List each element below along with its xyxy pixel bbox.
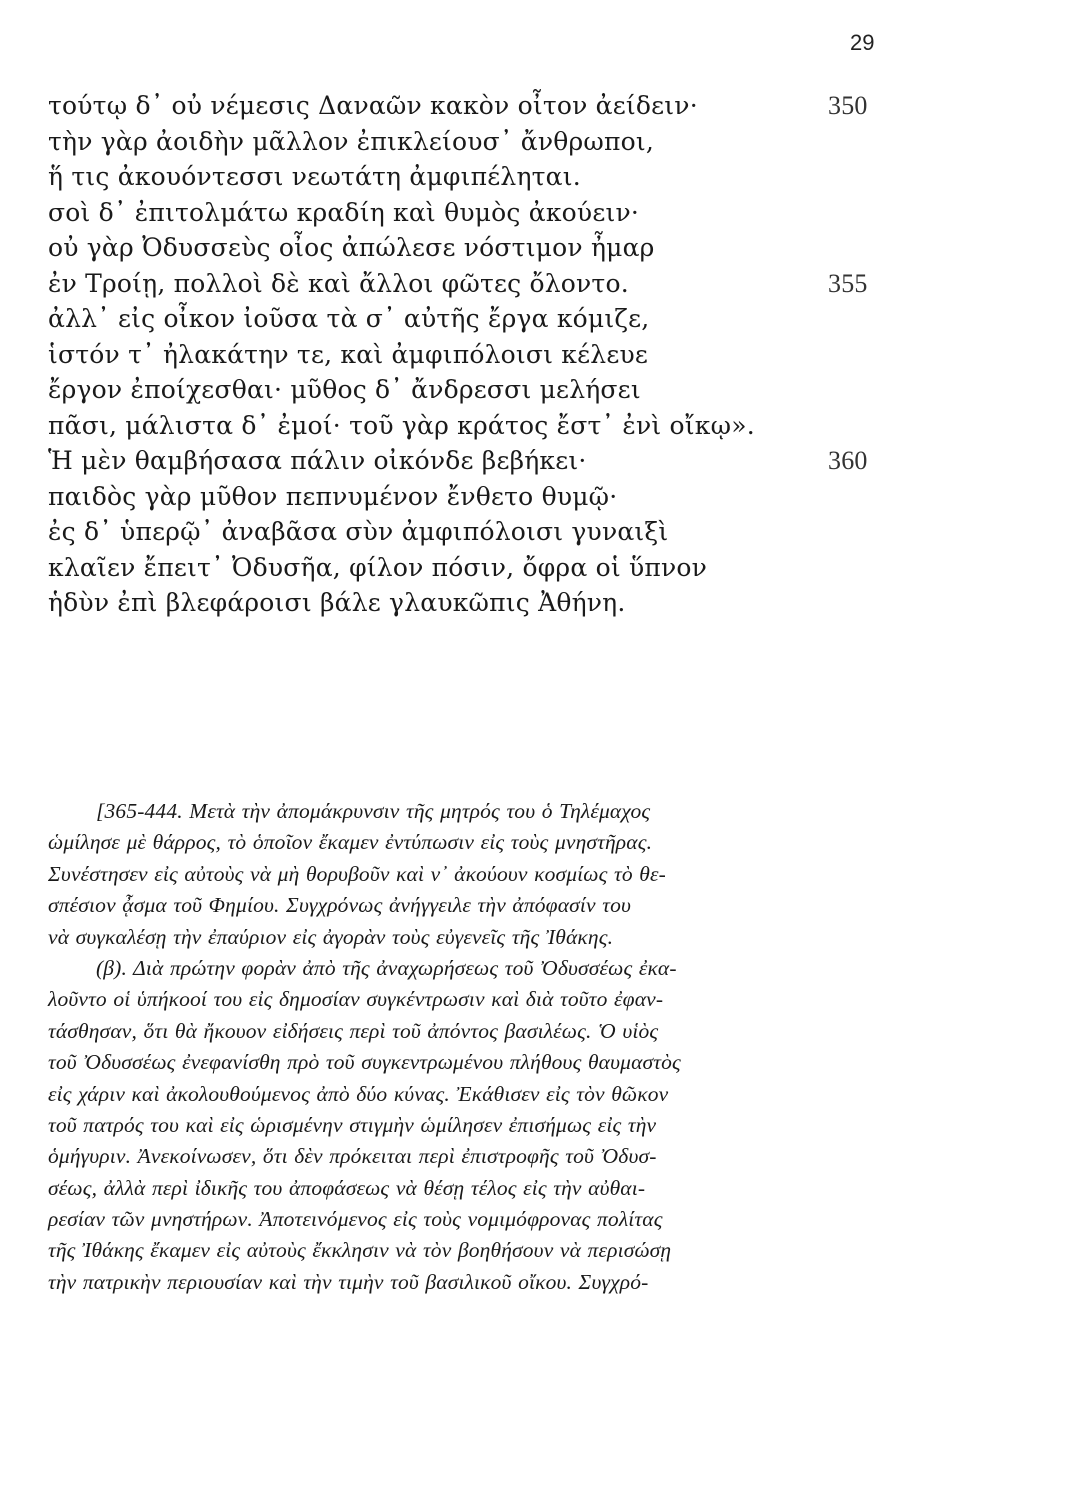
verse-line (48, 585, 888, 621)
verse-line (48, 514, 888, 550)
verse-text: ἥ τις ἀκουόντεσσι νεωτάτη ἀμφιπέληται. (48, 162, 581, 191)
verse-text: ἔργον ἐποίχεσθαι· μῦθος δ᾽ ἄνδρεσσι μελήσει (48, 375, 641, 404)
verse-text: τὴν γὰρ ἀοιδὴν μᾶλλον ἐπικλείουσ᾽ ἄνθρωποι, (48, 126, 655, 156)
verse-text: ἐν Τροίῃ, πολλοὶ δὲ καὶ ἄλλοι φῶτες ὄλοντο. (48, 268, 629, 298)
verse-number: 360 (828, 446, 868, 475)
verse-line (48, 372, 888, 408)
commentary-line: ὡμίλησε μὲ θάρρος, τὸ ὁποῖον ἔκαμεν ἐντύπωσιν εἰς τοὺς μνηστῆρας. (48, 830, 653, 855)
verse-text: ἱστόν τ᾽ ἠλακάτην τε, καὶ ἀμφιπόλοισι κέλευε (48, 339, 649, 369)
verse-text: ἀλλ᾽ εἰς οἶκον ἰοῦσα τὰ σ᾽ αὐτῆς ἔργα κόμιζε, (48, 304, 650, 333)
verse-text: κλαῖεν ἔπειτ᾽ Ὀδυσῆα, φίλον πόσιν, ὄφρα οἱ ὕπνον (48, 552, 708, 582)
commentary-line: νὰ συγκαλέσῃ τὴν ἐπαύριον εἰς ἀγορὰν τοὺς εὐγενεῖς τῆς Ἰθάκης. (48, 924, 614, 949)
commentary-line: εἰς χάριν καὶ ἀκολουθούμενος ἀπὸ δύο κύνας. Ἐκάθισεν εἰς τὸν θῶκον (48, 1081, 669, 1106)
verse-number: 355 (828, 268, 868, 298)
verse-line (48, 479, 888, 515)
verse-line (48, 88, 888, 124)
commentary-line: ὁμήγυριν. Ἀνεκοίνωσεν, ὅτι δὲν πρόκειται περὶ ἐπιστροφῆς τοῦ Ὀδυσ- (48, 1144, 657, 1169)
verse-text: ἡδὺν ἐπὶ βλεφάροισι βάλε γλαυκῶπις Ἀθήνη. (48, 588, 626, 617)
verse-line (48, 337, 888, 373)
page-number: 29 (850, 30, 875, 55)
commentary-block (48, 796, 898, 1298)
commentary-line: (β). Διὰ πρώτην φορὰν ἀπὸ τῆς ἀναχωρήσεως τοῦ Ὀδυσσέως ἐκα- (96, 955, 677, 980)
verse-text: τούτῳ δ᾽ οὐ νέμεσις Δαναῶν κακὸν οἶτον ἀείδειν· (48, 91, 698, 120)
verse-text: πᾶσι, μάλιστα δ᾽ ἐμοί· τοῦ γὰρ κράτος ἔστ᾽ ἐνὶ οἴκῳ». (48, 410, 755, 440)
verse-text: οὐ γὰρ Ὀδυσσεὺς οἶος ἀπώλεσε νόστιμον ἦμαρ (48, 233, 655, 262)
commentary-line: σπέσιον ᾆσμα τοῦ Φημίου. Συγχρόνως ἀνήγγειλε τὴν ἀπόφασίν του (48, 893, 632, 918)
commentary-line: Συνέστησεν εἰς αὐτοὺς νὰ μὴ θορυβοῦν καὶ ν᾽ ἀκούουν κοσμίως τὸ θε- (48, 861, 666, 886)
commentary-line: [365-444. Μετὰ τὴν ἀπομάκρυνσιν τῆς μητρός του ὁ Τηλέμαχος (96, 799, 651, 823)
commentary-line: τοῦ πατρός του καὶ εἰς ὡρισμένην στιγμὴν ὡμίλησεν ἐπισήμως εἰς τὴν (48, 1112, 657, 1137)
verse-text: σοὶ δ᾽ ἐπιτολμάτω κραδίη καὶ θυμὸς ἀκούειν· (48, 197, 640, 227)
commentary-line: τὴν πατρικὴν περιουσίαν καὶ τὴν τιμὴν τοῦ βασιλικοῦ οἴκου. Συγχρό- (48, 1269, 649, 1294)
commentary-line: σέως, ἀλλὰ περὶ ἰδικῆς του ἀποφάσεως νὰ θέσῃ τέλος εἰς τὴν αὐθαι- (48, 1175, 646, 1200)
commentary-line: ρεσίαν τῶν μνηστήρων. Ἀποτεινόμενος εἰς τοὺς νομιμόφρονας πολίτας (48, 1207, 663, 1232)
verse-line (48, 230, 888, 266)
verse-line (48, 159, 888, 195)
verse-line (48, 266, 888, 302)
verse-text: ἐς δ᾽ ὑπερῷ᾽ ἀναβᾶσα σὺν ἀμφιπόλοισι γυναιξὶ (48, 517, 669, 546)
commentary-line: τάσθησαν, ὅτι θὰ ἤκουον εἰδήσεις περὶ τοῦ ἀπόντος βασιλέως. Ὁ υἱὸς (48, 1018, 659, 1043)
verse-line (48, 124, 888, 160)
verse-text: παιδὸς γὰρ μῦθον πεπνυμένον ἔνθετο θυμῷ· (48, 481, 618, 511)
verse-line (48, 443, 888, 479)
verse-line (48, 408, 888, 444)
commentary-line: λοῦντο οἱ ὑπήκοοί του εἰς δημοσίαν συγκέντρωσιν καὶ διὰ τοῦτο ἐφαν- (48, 987, 664, 1012)
commentary-line: τοῦ Ὀδυσσέως ἐνεφανίσθη πρὸ τοῦ συγκεντρωμένου πλήθους θαυμαστὸς (48, 1050, 681, 1075)
commentary-line: τῆς Ἰθάκης ἔκαμεν εἰς αὐτοὺς ἔκκλησιν νὰ τὸν βοηθήσουν νὰ περισώσῃ (48, 1238, 672, 1263)
verse-text: Ἡ μὲν θαμβήσασα πάλιν οἰκόνδε βεβήκει· (48, 446, 587, 475)
verse-line (48, 301, 888, 337)
verse-line (48, 195, 888, 231)
verse-line (48, 550, 888, 586)
verse-block (48, 88, 888, 621)
verse-number: 350 (828, 91, 868, 120)
